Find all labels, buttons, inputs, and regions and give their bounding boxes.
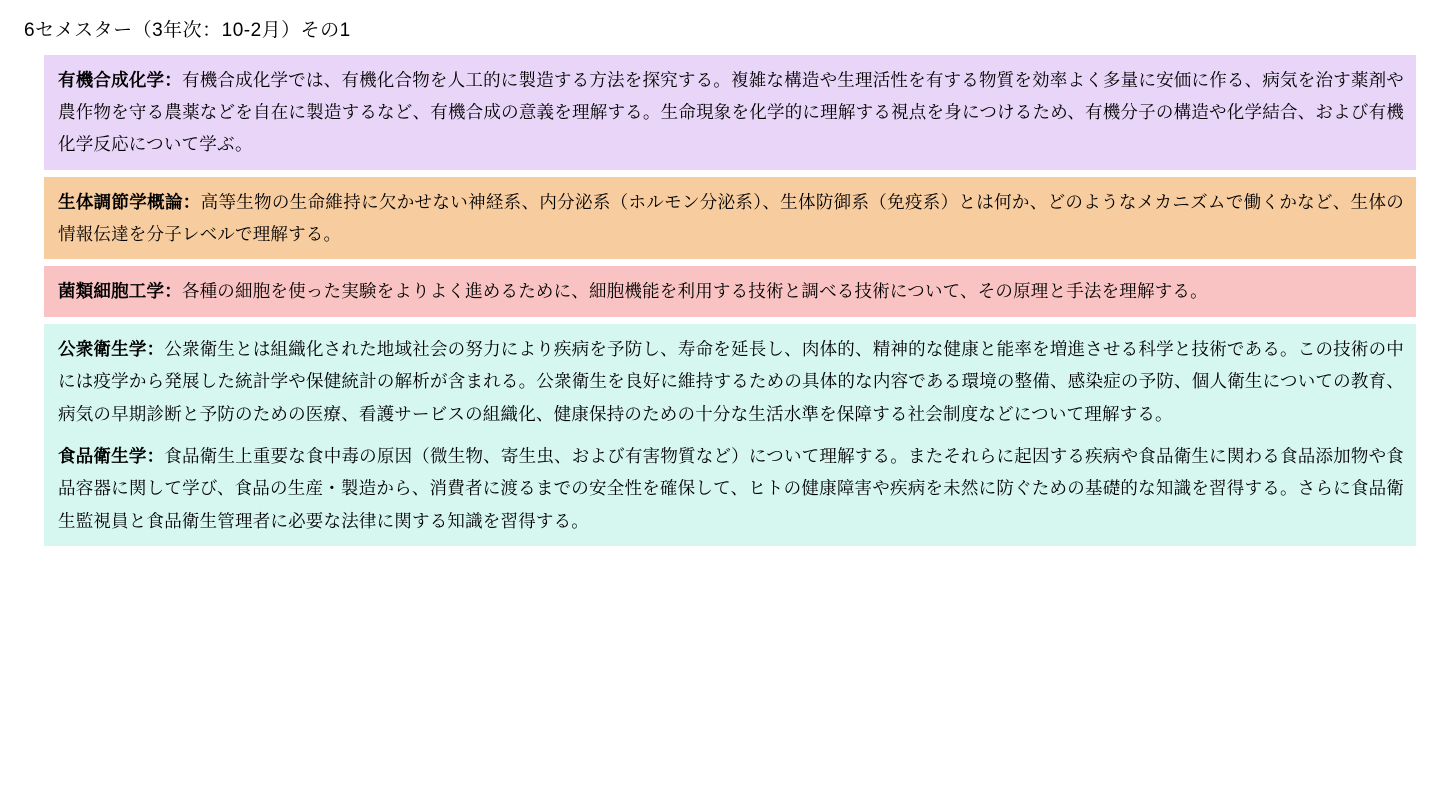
course-title-separator: ： (164, 69, 182, 90)
course-title-separator: ： (182, 191, 201, 212)
course-title: 菌類細胞工学 (58, 281, 165, 302)
course-entry (58, 186, 1404, 251)
course-title: 公衆衛生学 (58, 338, 147, 359)
course-block-fungal-cell-engineering (44, 266, 1416, 316)
course-description: 各種の細胞を使った実験をよりよく進めるために、細胞機能を利用する技術と調べる技術について、その原理と手法を理解する。 (181, 281, 1208, 302)
course-title-separator: ： (146, 445, 165, 466)
course-description: 有機合成化学では、有機化合物を人工的に製造する方法を探究する。複雑な構造や生理活性を有する物質を効率よく多量に安価に作る、病気を治す薬剤や農作物を守る農薬などを自在に製造するなど、有機合成の意義を理解する。生命現象を化学的に理解する視点を身につけるため、有機分子の構造や化学結合、および有機化学反応について学ぶ。 (58, 69, 1405, 155)
course-entry (58, 440, 1404, 537)
course-block-organic-synthetic-chemistry (44, 55, 1416, 170)
course-title: 有機合成化学 (58, 69, 165, 90)
course-entry (58, 275, 1404, 307)
course-title-separator: ： (164, 281, 182, 302)
course-entry (58, 64, 1404, 161)
course-title: 生体調節学概論 (58, 191, 183, 212)
course-description: 高等生物の生命維持に欠かせない神経系、内分泌系（ホルモン分泌系）、生体防御系（免疫系）とは何か、どのようなメカニズムで働くかなど、生体の情報伝達を分子レベルで理解する。 (58, 191, 1404, 245)
course-description: 公衆衛生とは組織化された地域社会の努力により疾病を予防し、寿命を延長し、肉体的、精神的な健康と能率を増進させる科学と技術である。この技術の中には疫学から発展した統計学や保健統計の解析が含まれる。公衆衛生を良好に維持するための具体的な内容である環境の整備、感染症の予防、個人衛生についての教育、病気の早期診断と予防のための医療、看護サービスの組織化、健康保持のための十分な生活水準を保障する社会制度などについて理解する。 (58, 338, 1405, 424)
course-title: 食品衛生学 (58, 445, 147, 466)
course-title-separator: ： (146, 338, 165, 359)
course-block-list (44, 55, 1416, 547)
course-entry (58, 333, 1404, 430)
course-block-biological-regulation (44, 177, 1416, 260)
course-description: 食品衛生上重要な食中毒の原因（微生物、寄生虫、および有害物質など）について理解する。またそれらに起因する疾病や食品衛生に関わる食品添加物や食品容器に関して学び、食品の生産・製造から、消費者に渡るまでの安全性を確保して、ヒトの健康障害や疾病を未然に防ぐための基礎的な知識を習得する。さらに食品衛生監視員と食品衛生管理者に必要な法律に関する知識を習得する。 (58, 445, 1404, 531)
course-block-public-and-food-hygiene (44, 324, 1416, 546)
page-title: 6セメスター（3年次：10-2月）その1 (24, 20, 351, 41)
